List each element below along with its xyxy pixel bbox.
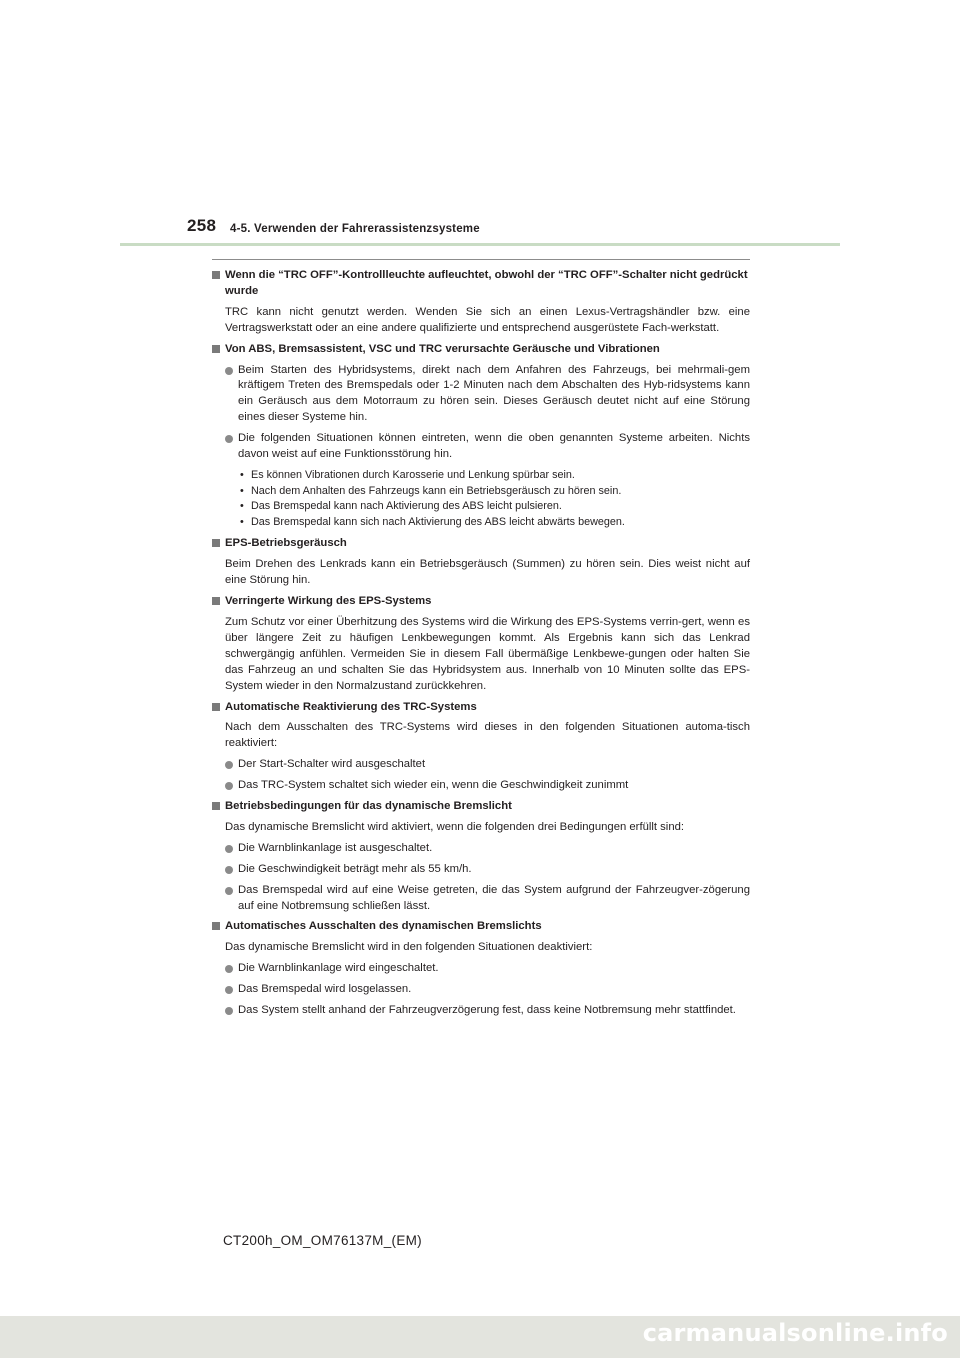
list-item-text: Die Warnblinkanlage ist ausgeschaltet. [238,841,433,854]
section-heading [212,536,750,552]
section-noises-vibrations [212,342,750,531]
list-item-text: Die Geschwindigkeit beträgt mehr als 55 km/h. [238,862,472,875]
section-heading [212,342,750,358]
watermark-bar [0,1316,960,1358]
header-divider [120,243,840,246]
document-code: CT200h_OM_OM76137M_(EM) [223,1233,422,1248]
heading-text: Automatische Reaktivierung des TRC-Systems [225,700,477,713]
dot-bullet-icon: • [240,500,244,513]
section-brake-light-off [212,919,750,1019]
list-item [212,982,750,998]
section-heading [212,799,750,815]
sub-list-item [212,515,750,531]
list-item-text: Das Bremspedal wird losgelassen. [238,983,412,996]
list-item [212,961,750,977]
circle-bullet-icon [225,435,233,443]
section-trc-off-warning [212,268,750,337]
paragraph: Beim Drehen des Lenkrads kann ein Betriebsgeräusch (Summen) zu hören sein. Dies weist nicht auf eine Störung hin. [225,558,750,587]
section-heading [212,700,750,716]
circle-bullet-icon [225,986,233,994]
heading-text: EPS-Betriebsgeräusch [225,537,347,550]
circle-bullet-icon [225,761,233,769]
square-bullet-icon [212,597,220,605]
sub-list-item-text: Es können Vibrationen durch Karosserie und Lenkung spürbar sein. [251,468,575,481]
square-bullet-icon [212,345,220,353]
list-item [212,363,750,427]
circle-bullet-icon [225,965,233,973]
circle-bullet-icon [225,367,233,375]
sub-list-item-text: Das Bremspedal kann sich nach Aktivierung des ABS leicht abwärts bewegen. [251,515,625,528]
sub-list-item [212,468,750,484]
heading-text: Von ABS, Bremsassistent, VSC und TRC verursachte Geräusche und Vibrationen [225,342,660,355]
list-item [212,778,750,794]
list-item-text: Das System stellt anhand der Fahrzeugverzögerung fest, dass keine Notbremsung mehr stattfindet. [238,1004,736,1017]
sub-list-item-text: Nach dem Anhalten des Fahrzeugs kann ein Betriebsgeräusch zu hören sein. [251,484,622,497]
page-content [212,268,750,1024]
list-item [212,883,750,915]
paragraph: Zum Schutz vor einer Überhitzung des Systems wird die Wirkung des EPS-Systems verrin-gert, wenn es über längere Zeit zu häufigen Lenkbewegungen kommt. Als Ergebnis kann sich das Lenkrad schwergängig anfühlen. Vermeiden Sie in diesem Fall übermäßige Lenkbewe-gungen oder halten Sie das Fahrzeug an und schalten Sie das Hybridsystem aus. Innerhalb von 10 Minuten sollte das EPS-System wieder in den Normalzustand zurückkehren. [225,615,750,692]
square-bullet-icon [212,539,220,547]
sub-list-item [212,499,750,515]
section-trc-reactivation [212,700,750,795]
dot-bullet-icon: • [240,468,244,481]
list-item-text: Der Start-Schalter wird ausgeschaltet [238,758,426,771]
watermark-text: carmanualsonline.info [642,1319,948,1347]
heading-text: Verringerte Wirkung des EPS-Systems [225,595,432,608]
page-number: 258 [187,216,217,235]
paragraph: TRC kann nicht genutzt werden. Wenden Sie sich an einen Lexus-Vertragshändler bzw. eine Vertragswerkstatt oder an eine andere qualifizierte und entsprechend ausgerüstete Fach-werkstatt. [225,305,750,334]
section-heading [212,919,750,935]
sub-list-item [212,484,750,500]
square-bullet-icon [212,922,220,930]
section-brake-light-conditions [212,799,750,914]
circle-bullet-icon [225,782,233,790]
paragraph: Das dynamische Bremslicht wird aktiviert, wenn die folgenden drei Bedingungen erfüllt sind: [225,820,685,833]
sub-list [212,468,750,530]
dot-bullet-icon: • [240,484,244,497]
list-item-text: Die folgenden Situationen können eintreten, wenn die oben genannten Systeme arbeiten. Nichts davon weist auf eine Funktionsstörung hin. [238,432,750,461]
paragraph: Das dynamische Bremslicht wird in den folgenden Situationen deaktiviert: [225,941,593,954]
circle-bullet-icon [225,845,233,853]
section-heading [212,594,750,610]
section-heading [212,268,750,300]
page-header [0,0,960,250]
sub-list-item-text: Das Bremspedal kann nach Aktivierung des ABS leicht pulsieren. [251,500,562,513]
list-item-text: Beim Starten des Hybridsystems, direkt nach dem Anfahren des Fahrzeugs, bei mehrmali-gem kräftigem Treten des Bremspedals oder 1-2 Minuten nach dem Abschalten des Hyb-ridsystems kann ein Geräusch aus dem Motorraum zu hören sein. Dieses Geräusch deutet nicht auf eine Störung eines dieser Systeme hin. [238,363,750,424]
content-divider [212,259,750,260]
circle-bullet-icon [225,1007,233,1015]
dot-bullet-icon: • [240,515,244,528]
section-eps-reduced [212,594,750,694]
circle-bullet-icon [225,866,233,874]
circle-bullet-icon [225,887,233,895]
section-eps-noise [212,536,750,589]
heading-text: Automatisches Ausschalten des dynamischen Bremslichts [225,920,542,933]
section-title: 4-5. Verwenden der Fahrerassistenzsysteme [230,223,480,235]
list-item-text: Das TRC-System schaltet sich wieder ein, wenn die Geschwindigkeit zunimmt [238,779,629,792]
list-item [212,1003,750,1019]
list-item-text: Das Bremspedal wird auf eine Weise getreten, die das System aufgrund der Fahrzeugver-zögerung auf eine Notbremsung schließen lässt. [238,883,750,912]
square-bullet-icon [212,271,220,279]
list-item [212,431,750,463]
list-item [212,757,750,773]
list-item-text: Die Warnblinkanlage wird eingeschaltet. [238,962,439,975]
heading-text: Wenn die “TRC OFF”-Kontrollleuchte aufleuchtet, obwohl der “TRC OFF”-Schalter nicht gedrückt wurde [225,269,748,297]
square-bullet-icon [212,802,220,810]
paragraph: Nach dem Ausschalten des TRC-Systems wird dieses in den folgenden Situationen automa-tisch reaktiviert: [225,721,750,750]
list-item [212,862,750,878]
square-bullet-icon [212,703,220,711]
heading-text: Betriebsbedingungen für das dynamische Bremslicht [225,800,512,813]
list-item [212,841,750,857]
